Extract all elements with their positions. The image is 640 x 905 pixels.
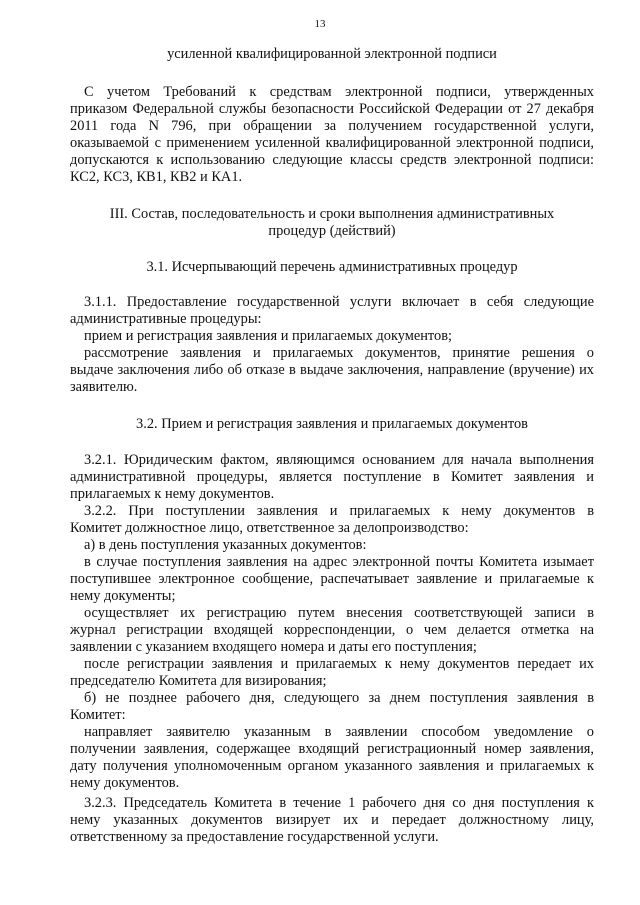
text-line: а) в день поступления указанных документов:	[84, 537, 367, 553]
text-line: КС2, КС3, КВ1, КВ2 и КА1.	[70, 169, 243, 185]
text-line: Комитет:	[70, 707, 126, 723]
section-heading: процедур (действий)	[268, 223, 396, 239]
text-line: 3.2.2. При поступлении заявления и прилагаемых к нему документов в	[84, 503, 594, 519]
text-line: усиленной квалифицированной электронной подписи	[167, 46, 497, 62]
text-line: председателю Комитета для визирования;	[70, 673, 327, 689]
text-line: Комитет должностное лицо, ответственное за делопроизводство:	[70, 520, 469, 536]
text-line: нему документов.	[70, 775, 180, 791]
text-line: 3.1.1. Предоставление государственной услуги включает в себя следующие	[84, 294, 594, 310]
text-line: получении заявления, содержащее входящий регистрационный номер заявления,	[70, 741, 594, 757]
text-line: заявлении с указанием входящего номера и даты его поступления;	[70, 639, 477, 655]
text-line: оказываемой с применением усиленной квалифицированной электронной подписи,	[70, 135, 594, 151]
text-line: ответственному за предоставление государственной услуги.	[70, 829, 439, 845]
text-line: административной процедуры, является поступление в Комитет заявления и	[70, 469, 594, 485]
text-line: направляет заявителю указанным в заявлении способом уведомление о	[84, 724, 594, 740]
subsection-heading: 3.2. Прием и регистрация заявления и прилагаемых документов	[136, 416, 528, 432]
text-line: 2011 года N 796, при обращении за получением государственной услуги,	[70, 118, 594, 134]
text-line: журнал регистрации входящей корреспонденции, о чем делается отметка на	[70, 622, 594, 638]
text-line: б) не позднее рабочего дня, следующего за днем поступления заявления в	[84, 690, 594, 706]
text-line: заявителю.	[70, 379, 138, 395]
page-number: 13	[314, 18, 326, 30]
text-line: поступившее электронное сообщение, распечатывает заявление и прилагаемые к	[70, 571, 594, 587]
subsection-heading: 3.1. Исчерпывающий перечень административных процедур	[146, 259, 518, 275]
text-line: рассмотрение заявления и прилагаемых документов, принятие решения о	[84, 345, 594, 361]
text-line: С учетом Требований к средствам электронной подписи, утвержденных	[84, 84, 594, 100]
text-line: нему указанных документов визирует их и передает должностному лицу,	[70, 812, 594, 828]
text-line: 3.2.3. Председатель Комитета в течение 1 рабочего дня со дня поступления к	[84, 795, 594, 811]
text-line: дату получения уполномоченным органом указанного заявления и прилагаемых к	[70, 758, 594, 774]
text-line: осуществляет их регистрацию путем внесения соответствующей записи в	[84, 605, 594, 621]
text-line: выдаче заключения либо об отказе в выдаче заключения, направление (вручение) их	[70, 362, 594, 378]
text-line: допускаются к использованию следующие классы средств электронной подписи:	[70, 152, 594, 168]
text-line: 3.2.1. Юридическим фактом, являющимся основанием для начала выполнения	[84, 452, 594, 468]
text-line: нему документы;	[70, 588, 176, 604]
section-heading: III. Состав, последовательность и сроки выполнения административных	[109, 206, 555, 222]
text-line: административные процедуры:	[70, 311, 262, 327]
text-line: прием и регистрация заявления и прилагаемых документов;	[84, 328, 453, 344]
text-line: в случае поступления заявления на адрес электронной почты Комитета изымает	[84, 554, 594, 570]
text-line: после регистрации заявления и прилагаемых к нему документов передает их	[84, 656, 594, 672]
text-line: приказом Федеральной службы безопасности Российской Федерации от 27 декабря	[70, 101, 594, 117]
text-line: прилагаемых к нему документов.	[70, 486, 275, 502]
